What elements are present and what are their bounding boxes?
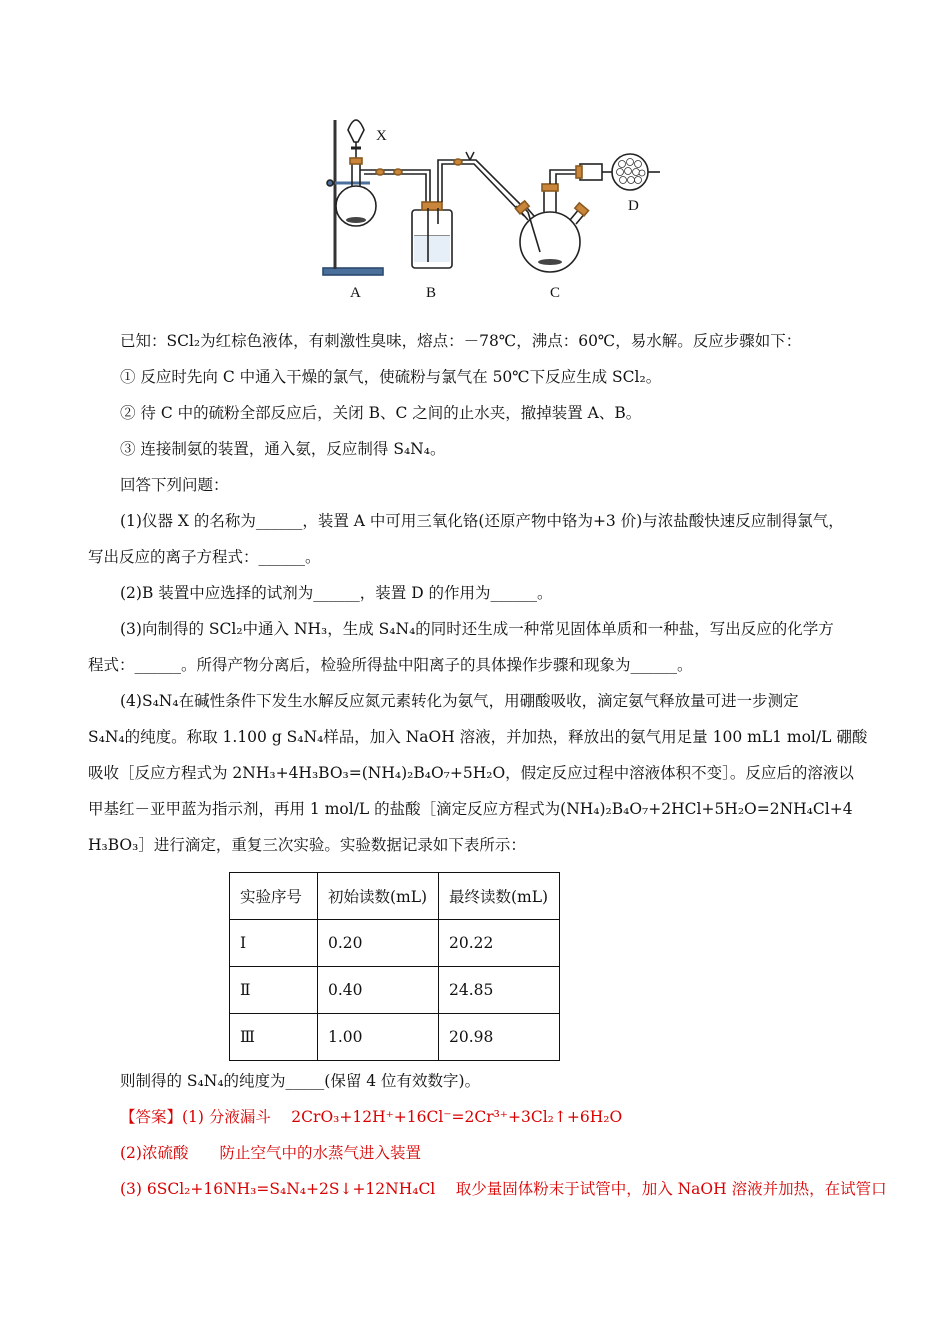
table-cell: 20.22 — [439, 920, 560, 967]
question-4-final: 则制得的 S₄N₄的纯度为_____(保留 4 位有效数字)。 — [120, 1072, 481, 1090]
table-cell: Ⅲ — [230, 1014, 318, 1061]
table-cell: 24.85 — [439, 967, 560, 1014]
label-a: A — [350, 285, 361, 301]
table-cell: 0.40 — [318, 967, 439, 1014]
table-header-cell: 初始读数(mL) — [318, 873, 439, 920]
table-header-cell: 最终读数(mL) — [439, 873, 560, 920]
apparatus-diagram — [318, 112, 688, 304]
question-1-line-1: (1)仪器 X 的名称为______，装置 A 中可用三氧化铬(还原产物中铬为+3 价)与浓盐酸快速反应制得氯气， — [120, 512, 844, 530]
answer-prompt: 回答下列问题： — [120, 476, 229, 494]
question-4-line-3: 吸收［反应方程式为 2NH₃+4H₃BO₃=(NH₄)₂B₄O₇+5H₂O，假定反应过程中溶液体积不变］。反应后的溶液以 — [88, 764, 854, 782]
step-2: ② 待 C 中的硫粉全部反应后，关闭 B、C 之间的止水夹，撤掉装置 A、B。 — [120, 404, 642, 422]
label-d: D — [628, 198, 639, 214]
question-1-line-2: 写出反应的离子方程式：______。 — [88, 548, 321, 566]
step-1: ① 反应时先向 C 中通入干燥的氯气，使硫粉与氯气在 50℃下反应生成 SCl₂。 — [120, 368, 662, 386]
known-conditions: 已知：SCl₂为红棕色液体，有刺激性臭味，熔点：－78℃，沸点：60℃，易水解。反应步骤如下： — [120, 332, 802, 350]
question-2: (2)B 装置中应选择的试剂为______，装置 D 的作用为______。 — [120, 584, 553, 602]
table-row — [230, 967, 560, 1014]
table-row — [230, 1014, 560, 1061]
label-x: X — [376, 128, 387, 144]
table-cell: 1.00 — [318, 1014, 439, 1061]
step-3: ③ 连接制氨的装置，通入氨，反应制得 S₄N₄。 — [120, 440, 446, 458]
stand-base — [323, 268, 383, 275]
table-cell: Ⅰ — [230, 920, 318, 967]
table-row — [230, 920, 560, 967]
label-c: C — [550, 285, 561, 301]
question-3-line-2: 程式：______。所得产物分离后，检验所得盐中阳离子的具体操作步骤和现象为______。 — [88, 656, 693, 674]
table-header-cell: 实验序号 — [230, 873, 318, 920]
answer-2: (2)浓硫酸 防止空气中的水蒸气进入装置 — [120, 1144, 421, 1162]
experiment-data-table — [229, 872, 560, 1061]
label-b: B — [426, 285, 437, 301]
question-4-line-2: S₄N₄的纯度。称取 1.100 g S₄N₄样品，加入 NaOH 溶液，并加热，释放出的氨气用足量 100 mL1 mol/L 硼酸 — [88, 728, 868, 746]
question-3-line-1: (3)向制得的 SCl₂中通入 NH₃，生成 S₄N₄的同时还生成一种常见固体单质和一种盐，写出反应的化学方 — [120, 620, 834, 638]
answer-3: (3) 6SCl₂+16NH₃=S₄N₄+2S↓+12NH₄Cl 取少量固体粉末于试管中，加入 NaOH 溶液并加热，在试管口 — [120, 1180, 887, 1198]
question-4-line-5: H₃BO₃］进行滴定，重复三次实验。实验数据记录如下表所示： — [88, 836, 526, 854]
separating-funnel — [348, 120, 364, 142]
table-cell: 0.20 — [318, 920, 439, 967]
answer-1: 【答案】(1) 分液漏斗 2CrO₃+12H⁺+16Cl⁻=2Cr³⁺+3Cl₂↑+6H₂O — [120, 1108, 623, 1126]
table-cell: 20.98 — [439, 1014, 560, 1061]
question-4-line-1: (4)S₄N₄在碱性条件下发生水解反应氮元素转化为氨气，用硼酸吸收，滴定氨气释放量可进一步测定 — [120, 692, 799, 710]
question-4-line-4: 甲基红－亚甲蓝为指示剂，再用 1 mol/L 的盐酸［滴定反应方程式为(NH₄)₂B₄O₇+2HCl+5H₂O=2NH₄Cl+4 — [88, 800, 853, 818]
table-cell: Ⅱ — [230, 967, 318, 1014]
table-header-row — [230, 873, 560, 920]
